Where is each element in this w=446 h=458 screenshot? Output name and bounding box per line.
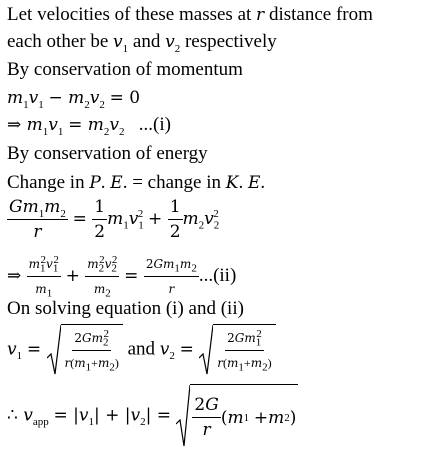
equation-ii: ⇒ $\frac{m_1^2v_1^2}{m_1}$ + $\frac{m_2^2v_2^2}{m_2}$ = $\frac{2Gm_1m_2}{r}$ ...(ii) (7, 254, 237, 300)
solving-line: On solving equation (i) and (ii) (7, 298, 244, 319)
velocity-results: $v_1$ = $\frac{2Gm_2^2}{r(m_1+m_2)}$ and $v_2$ = $\frac{2Gm_1^2}{r(m_1+m_2)}$ (7, 324, 276, 376)
sqrt-v1: $\frac{2Gm_2^2}{r(m_1+m_2)}$ (47, 324, 123, 376)
sqrt-vapp: $\frac{2G}{r}$ ( m 1 + m 2 ) (176, 384, 298, 448)
approach-velocity: ∴ $v_{app} = |v_1| + |v_2|$ = $\frac{2G}{r}$ ( m 1 + m 2 ) (7, 384, 298, 448)
equation-i-tag: ...(i) (138, 114, 171, 135)
energy-heading: By conservation of energy (7, 143, 208, 164)
equation-i: ⇒ $m_1v_1 = m_2v_2$ ...(i) (7, 114, 171, 138)
intro-line: Let velocities of these masses at r distance from (7, 4, 373, 25)
sqrt-v2: $\frac{2Gm_1^2}{r(m_1+m_2)}$ (199, 324, 275, 376)
equation-ii-tag: ...(ii) (198, 264, 237, 286)
momentum-equation: $m_1v_1 - m_2v_2 = 0$ (7, 88, 141, 111)
momentum-heading: By conservation of momentum (7, 59, 243, 80)
intro-line-2: each other be $v_1$ and $v_2$ respectively (7, 31, 277, 55)
energy-statement: Change in P. E. = change in K. E. (7, 172, 266, 193)
and-word: and (127, 338, 156, 360)
energy-equation: $\frac{Gm_1m_2}{r}$ = $\frac{1}{2}$ $m_1v_1^2$ + $\frac{1}{2}$ $m_2v_2^2$ (9, 197, 220, 242)
